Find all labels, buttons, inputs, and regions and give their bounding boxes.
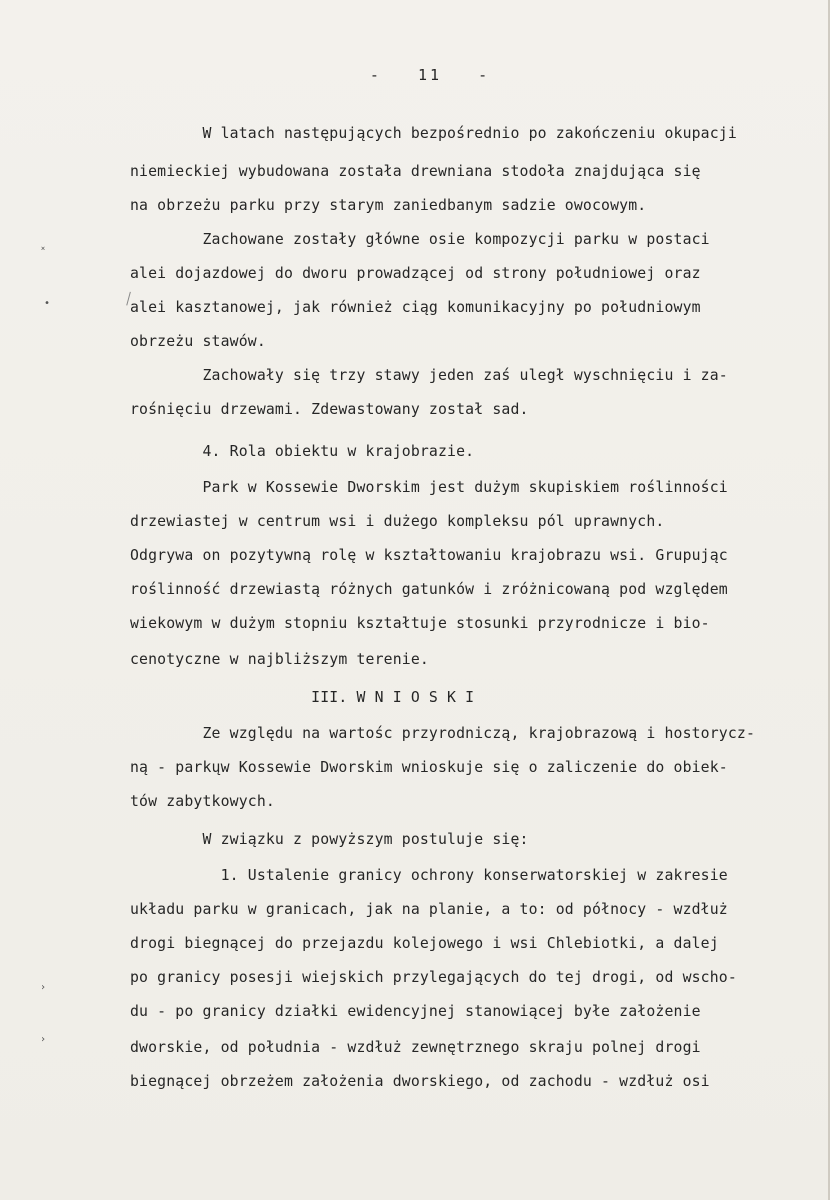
text-line: alei dojazdowej do dworu prowadzącej od strony południowej oraz (130, 265, 701, 282)
text-line: roślinność drzewiastą różnych gatunków i zróżnicowaną pod względem (130, 581, 728, 598)
text-line: Odgrywa on pozytywną rolę w kształtowaniu krajobrazu wsi. Grupując (130, 547, 728, 564)
text-line: rośnięciu drzewami. Zdewastowany został sad. (130, 401, 529, 418)
text-line: 1. Ustalenie granicy ochrony konserwatorskiej w zakresie (130, 867, 728, 884)
margin-mark: ˟ (40, 246, 47, 257)
text-line: Zachowały się trzy stawy jeden zaś uległ wyschnięciu i za- (130, 367, 728, 384)
text-line: Ze względu na wartośc przyrodniczą, krajobrazową i hostorycz- (130, 725, 756, 742)
text-line: Zachowane zostały główne osie kompozycji parku w postaci (130, 231, 710, 248)
text-line: na obrzeżu parku przy starym zaniedbanym sadzie owocowym. (130, 197, 647, 214)
margin-mark: • (44, 298, 51, 309)
margin-mark: › (40, 982, 47, 993)
text-line: niemieckiej wybudowana została drewniana stodoła znajdująca się (130, 163, 701, 180)
text-line: wiekowym w dużym stopniu kształtuje stosunki przyrodnicze i bio- (130, 615, 710, 632)
text-line: obrzeżu stawów. (130, 333, 266, 350)
text-line: Park w Kossewie Dworskim jest dużym skupiskiem roślinności (130, 479, 728, 496)
page-number: - 11 - (369, 66, 491, 84)
text-line: W latach następujących bezpośrednio po zakończeniu okupacji (130, 125, 737, 142)
text-line: drogi biegnącej do przejazdu kolejowego i wsi Chlebiotki, a dalej (130, 935, 719, 952)
section-heading: 4. Rola obiektu w krajobrazie. (130, 443, 475, 460)
margin-mark: › (40, 1034, 47, 1045)
text-line: układu parku w granicach, jak na planie, a to: od północy - wzdłuż (130, 901, 728, 918)
text-line: alei kasztanowej, jak również ciąg komunikacyjny po południowym (130, 299, 701, 316)
section-heading: III. W N I O S K I (130, 689, 475, 706)
text-line: ną - parkųw Kossewie Dworskim wnioskuje się o zaliczenie do obiek- (130, 759, 728, 776)
text-line: drzewiastej w centrum wsi i dużego kompleksu pól uprawnych. (130, 513, 665, 530)
text-line: tów zabytkowych. (130, 793, 275, 810)
text-line: po granicy posesji wiejskich przylegających do tej drogi, od wscho- (130, 969, 737, 986)
text-line: dworskie, od południa - wzdłuż zewnętrznego skraju polnej drogi (130, 1039, 701, 1056)
text-line: W związku z powyższym postuluje się: (130, 831, 529, 848)
text-line: cenotyczne w najbliższym terenie. (130, 651, 429, 668)
text-line: biegnącej obrzeżem założenia dworskiego, od zachodu - wzdłuż osi (130, 1073, 710, 1090)
text-line: du - po granicy działki ewidencyjnej stanowiącej byłe założenie (130, 1003, 701, 1020)
